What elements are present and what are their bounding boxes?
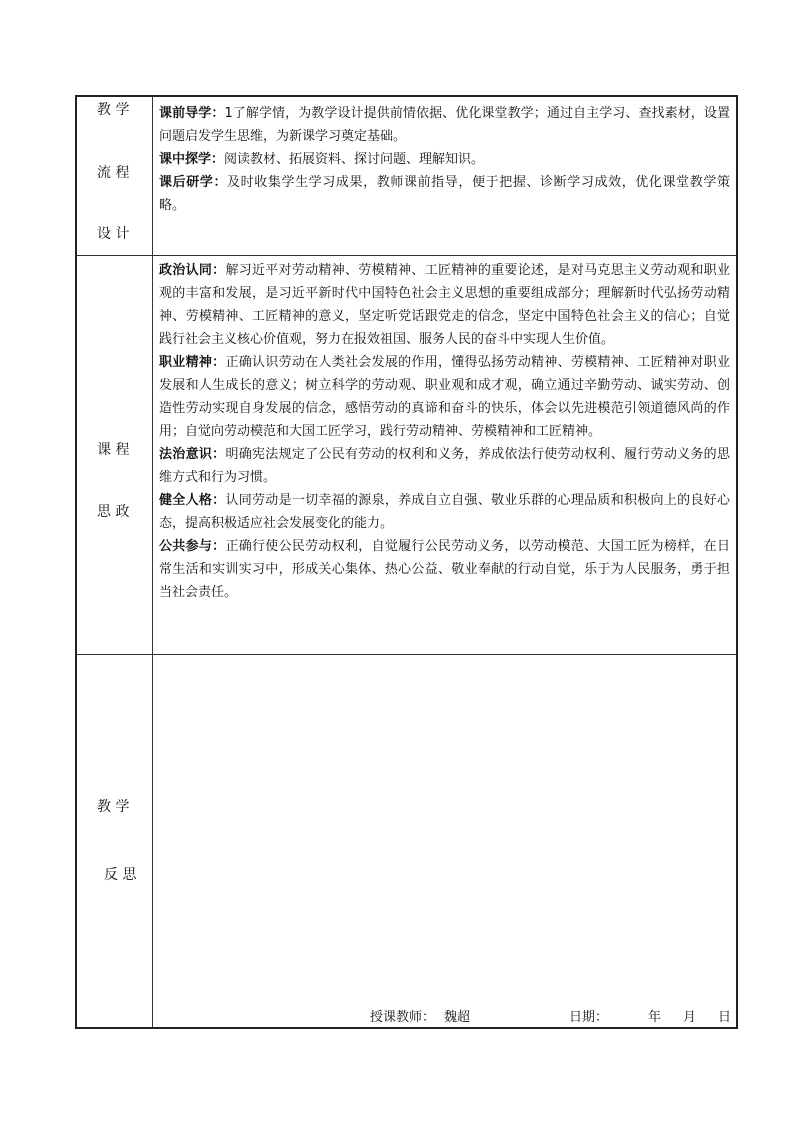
paragraph-pre-class: 课前导学：1了解学情，为教学设计提供前情依据、优化课堂教学；通过自主学习、查找素材，设置问题启发学生思维，为新课学习奠定基础。	[159, 106, 730, 144]
row-label-design: 设 计	[97, 226, 130, 242]
lesson-plan-table	[75, 95, 738, 1029]
row-label-teaching: 教 学	[97, 102, 130, 118]
row-label-ideology: 思 政	[97, 504, 130, 520]
row-divider	[77, 255, 736, 256]
teacher-label: 授课教师：	[370, 1010, 436, 1025]
column-divider	[152, 97, 153, 1027]
paragraph-professional-spirit: 职业精神：正确认识劳动在人类社会发展的作用，懂得弘扬劳动精神、劳模精神、工匠精神对职业发展和人生成长的意义；树立科学的劳动观、职业观和成才观，确立通过辛勤劳动、诚实劳动、创造性劳动实现自身发展的信念，感悟劳动的真谛和奋斗的快乐，体会以先进模范引领道德风尚的作用；自觉向劳动模范和大国工匠学习，践行劳动精神、劳模精神和工匠精神。	[159, 355, 730, 439]
row-divider	[77, 654, 736, 655]
row-label-course: 课 程	[97, 442, 130, 458]
row-label-teaching-2: 教 学	[97, 799, 130, 815]
date-year: 年	[648, 1010, 662, 1025]
paragraph-sound-personality: 健全人格：认同劳动是一切幸福的源泉，养成自立自强、敬业乐群的心理品质和积极向上的良好心态，提高积极适应社会发展变化的能力。	[159, 493, 730, 531]
row-label-process: 流 程	[97, 165, 130, 181]
date-month: 月	[683, 1010, 697, 1025]
row-label-reflection: 反 思	[104, 867, 137, 883]
course-ideology-content	[159, 259, 730, 604]
paragraph-after-class: 课后研学：及时收集学生学习成果，教师课前指导，便于把握、诊断学习成效，优化课堂教学策略。	[159, 175, 730, 213]
paragraph-public-participation: 公共参与：正确行使公民劳动权利，自觉履行公民劳动义务，以劳动模范、大国工匠为榜样，在日常生活和实训实习中，形成关心集体、热心公益、敬业奉献的行动自觉，乐于为人民服务，勇于担当社会责任。	[159, 539, 730, 600]
teaching-process-content	[159, 102, 730, 217]
teacher-name: 魏超	[444, 1010, 471, 1025]
paragraph-political-identity: 政治认同：解习近平对劳动精神、劳模精神、工匠精神的重要论述，是对马克思主义劳动观和职业观的丰富和发展，是习近平新时代中国特色社会主义思想的重要组成部分；理解新时代弘扬劳动精神、劳模精神、工匠精神的意义，坚定听党话跟党走的信念，坚定中国特色社会主义的信心；自觉践行社会主义核心价值观，努力在报效祖国、服务人民的奋斗中实现人生价值。	[159, 263, 730, 347]
paragraph-legal-awareness: 法治意识：明确宪法规定了公民有劳动的权利和义务，养成依法行使劳动权利、履行劳动义务的思维方式和行为习惯。	[159, 447, 730, 485]
date-label: 日期：	[569, 1010, 609, 1025]
date-day: 日	[718, 1010, 732, 1025]
paragraph-in-class: 课中探学：阅读教材、拓展资料、探讨问题、理解知识。	[159, 152, 485, 167]
